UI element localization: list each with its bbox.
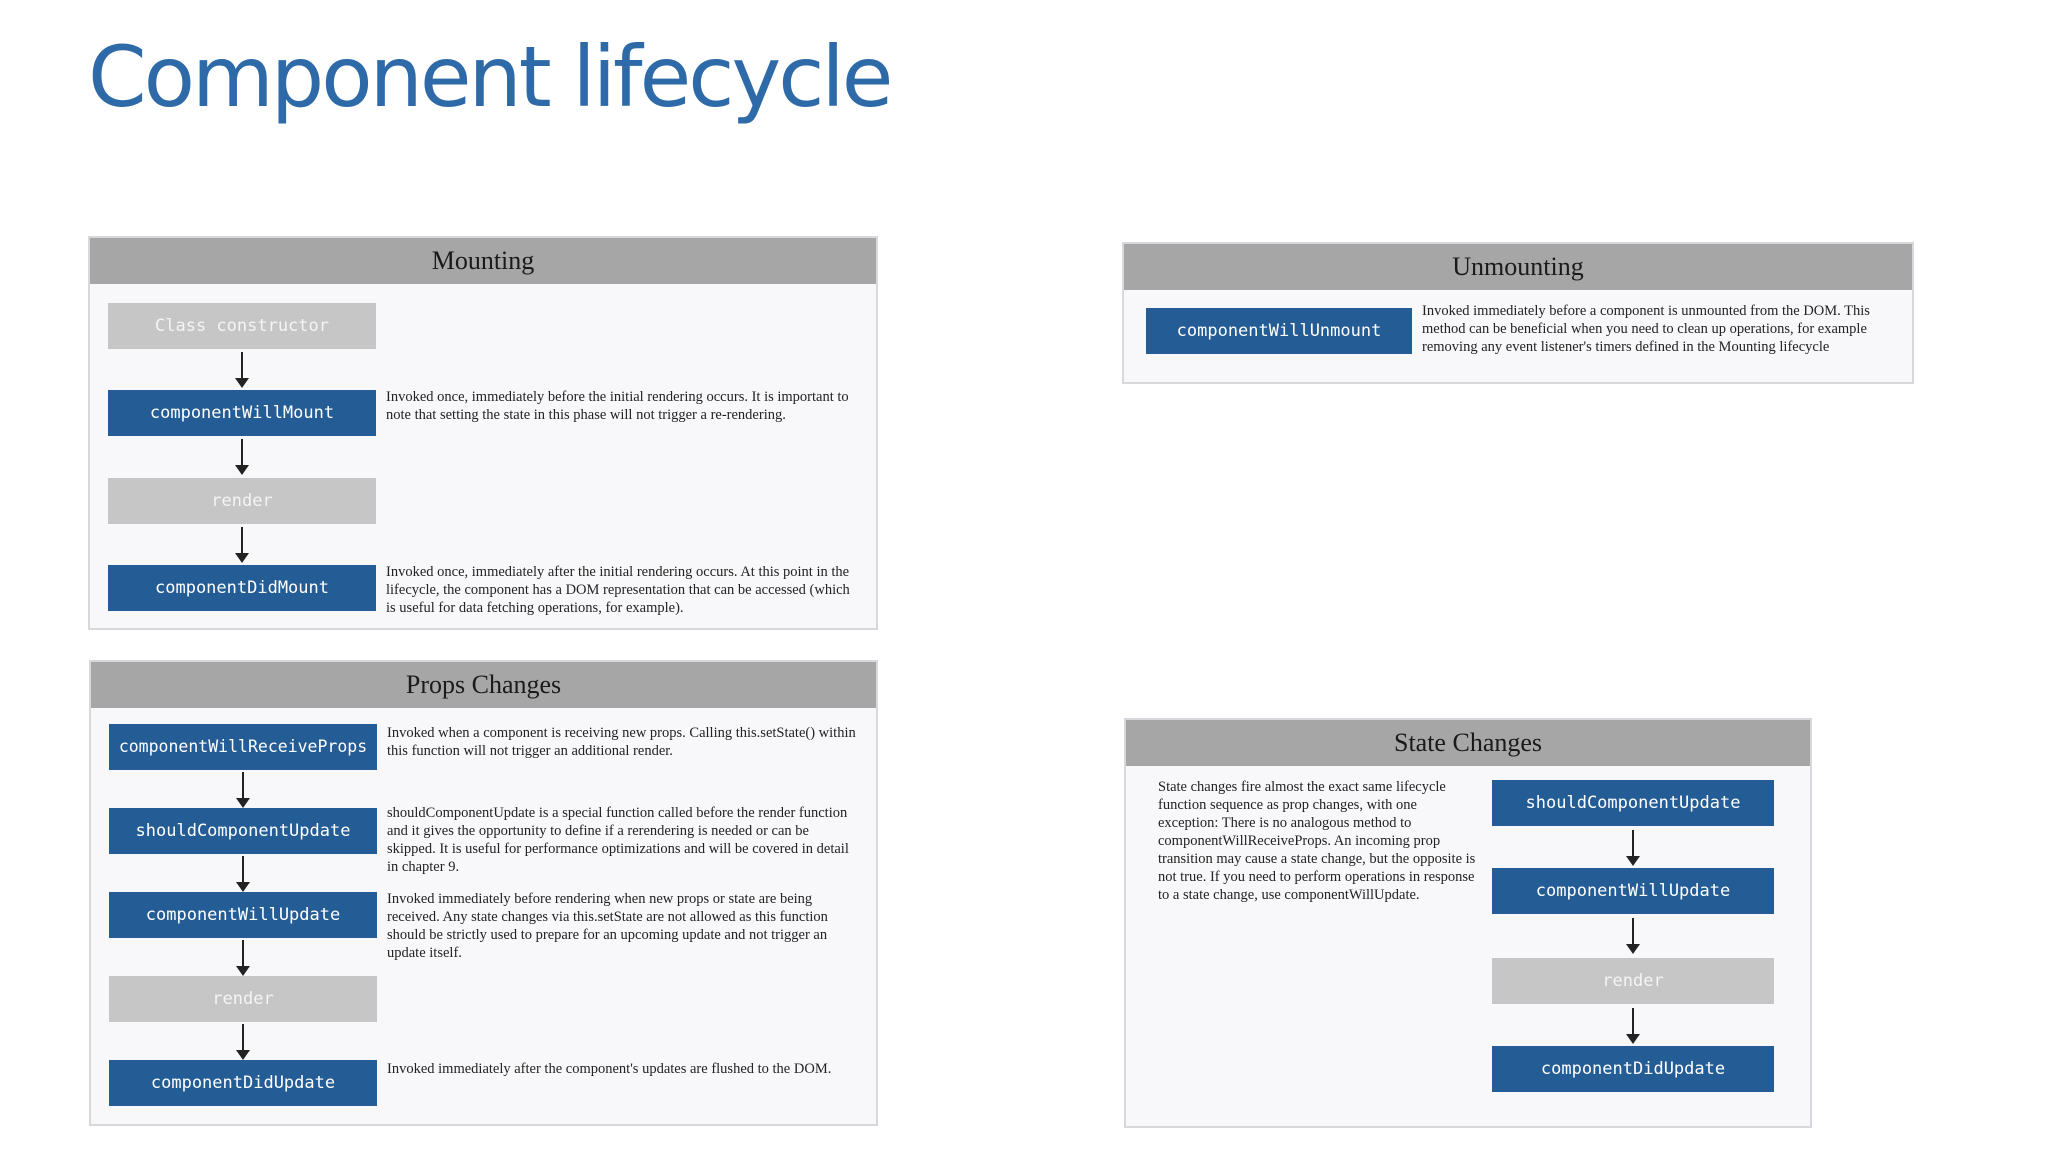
arrow-down-icon bbox=[235, 772, 251, 808]
state-changes-panel bbox=[1124, 718, 1812, 1128]
arrow-down-icon bbox=[235, 940, 251, 976]
arrow-down-icon bbox=[1625, 1008, 1641, 1044]
arrow-down-icon bbox=[234, 527, 250, 563]
arrow-down-icon bbox=[234, 352, 250, 388]
component-will-mount-description: Invoked once, immediately before the initial rendering occurs. It is important to note that setting the state in this phase will not trigger a re-rendering. bbox=[386, 389, 849, 423]
component-will-mount-step: componentWillMount bbox=[108, 390, 376, 436]
should-component-update-description: shouldComponentUpdate is a special function called before the render function and it gives the opportunity to define if a rerendering is needed or can be skipped. It is useful for performance optimizations and will be covered in detail in chapter 9. bbox=[387, 805, 849, 875]
arrow-down-icon bbox=[235, 1024, 251, 1060]
arrow-down-icon bbox=[234, 439, 250, 475]
component-will-unmount-step: componentWillUnmount bbox=[1146, 308, 1412, 354]
slide-title: Component lifecycle bbox=[88, 28, 891, 126]
unmounting-header: Unmounting bbox=[1124, 244, 1912, 290]
mounting-header: Mounting bbox=[90, 238, 876, 284]
component-will-update-step: componentWillUpdate bbox=[1492, 868, 1774, 914]
should-component-update-step: shouldComponentUpdate bbox=[1492, 780, 1774, 826]
component-did-update-step: componentDidUpdate bbox=[109, 1060, 377, 1106]
state-changes-header: State Changes bbox=[1126, 720, 1810, 766]
class-constructor-step: Class constructor bbox=[108, 303, 376, 349]
arrow-down-icon bbox=[235, 856, 251, 892]
arrow-down-icon bbox=[1625, 918, 1641, 954]
component-will-update-step: componentWillUpdate bbox=[109, 892, 377, 938]
component-did-update-step: componentDidUpdate bbox=[1492, 1046, 1774, 1092]
render-step: render bbox=[1492, 958, 1774, 1004]
mounting-panel bbox=[88, 236, 878, 630]
render-step: render bbox=[108, 478, 376, 524]
props-changes-panel bbox=[89, 660, 878, 1126]
component-will-unmount-description: Invoked immediately before a component is unmounted from the DOM. This method can be beneficial when you need to clean up operations, for example removing any event listener's timers defined in the Mounting lifecycle bbox=[1422, 303, 1870, 355]
render-step: render bbox=[109, 976, 377, 1022]
component-did-update-description: Invoked immediately after the component's updates are flushed to the DOM. bbox=[387, 1061, 832, 1077]
component-will-receive-props-step: componentWillReceiveProps bbox=[109, 724, 377, 770]
props-changes-header: Props Changes bbox=[91, 662, 876, 708]
component-will-receive-props-description: Invoked when a component is receiving new props. Calling this.setState() within this function will not trigger an additional render. bbox=[387, 725, 856, 759]
component-did-mount-description: Invoked once, immediately after the initial rendering occurs. At this point in the lifecycle, the component has a DOM representation that can be accessed (which is useful for data fetching operations, for example). bbox=[386, 564, 850, 616]
component-will-update-description: Invoked immediately before rendering when new props or state are being received. Any state changes via this.setState are not allowed as this function should be strictly used to prepare for an upcoming update and not trigger an update itself. bbox=[387, 891, 828, 961]
arrow-down-icon bbox=[1625, 830, 1641, 866]
should-component-update-step: shouldComponentUpdate bbox=[109, 808, 377, 854]
unmounting-panel bbox=[1122, 242, 1914, 384]
component-did-mount-step: componentDidMount bbox=[108, 565, 376, 611]
state-changes-description: State changes fire almost the exact same lifecycle function sequence as prop changes, with one exception: There is no analogous method to componentWillReceiveProps. An incoming prop transition may cause a state change, but the opposite is not true. If you need to perform operations in response to a state change, use componentWillUpdate. bbox=[1158, 779, 1476, 903]
